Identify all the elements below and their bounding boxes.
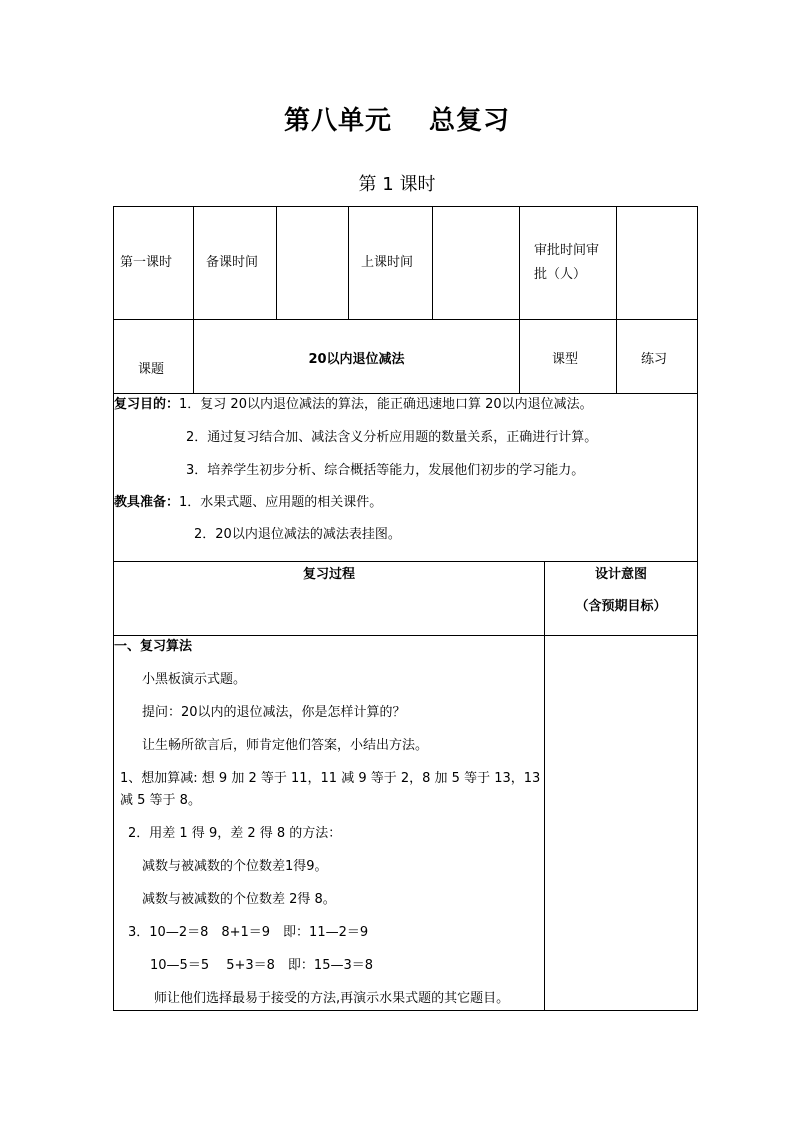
- topic-value-cell: 20以内退位减法: [194, 320, 520, 394]
- objective-item: 1．复习 20以内退位减法的算法，能正确迅速地口算 20以内退位减法。: [179, 397, 593, 412]
- process-line: 1、想加算减: 想 9 加 2 等于 11，11 减 9 等于 2，8 加 5 等于 13，13减 5 等于 8。: [120, 771, 541, 808]
- header-row: [114, 207, 698, 320]
- type-label-cell: 课型: [520, 320, 617, 394]
- objective-item: 3．培养学生初步分析、综合概括等能力，发展他们初步的学习能力。: [186, 463, 585, 478]
- type-value-cell: 练习: [617, 320, 698, 394]
- approval-value-cell: [617, 207, 698, 320]
- topic-label-cell: 课题: [114, 320, 194, 394]
- page-title: 第八单元 总复习: [283, 106, 511, 136]
- lesson-plan-table: [113, 206, 698, 1011]
- process-header-cell: 复习过程: [114, 562, 545, 636]
- prep-time-value-cell: [277, 207, 349, 320]
- process-line: 师让他们选择最易于接受的方法,再演示水果式题的其它题目。: [154, 991, 510, 1006]
- design-intent-cell: [545, 636, 698, 1011]
- materials-label: 教具准备：: [114, 495, 180, 510]
- objectives-label: 复习目的：: [114, 397, 180, 412]
- prep-time-label-cell: 备课时间: [194, 207, 277, 320]
- topic-row: [114, 320, 698, 394]
- material-item: 2．20以内退位减法的减法表挂图。: [194, 527, 401, 542]
- process-cell: [114, 636, 545, 1011]
- process-line: 10—5＝5 5+3＝8 即：15—3＝8: [150, 958, 374, 973]
- process-section-title: 一、复习算法: [114, 639, 193, 654]
- process-line: 小黑板演示式题。: [142, 672, 247, 687]
- process-line: 提问：20以内的退位减法，你是怎样计算的？: [142, 705, 406, 720]
- approval-label-cell: 审批时间审批（人）: [520, 207, 617, 320]
- objective-item: 2．通过复习结合加、减法含义分析应用题的数量关系，正确进行计算。: [186, 430, 598, 445]
- objectives-cell: [114, 394, 698, 562]
- process-header-row: [114, 562, 698, 636]
- class-time-value-cell: [433, 207, 520, 320]
- material-item: 1．水果式题、应用题的相关课件。: [179, 495, 383, 510]
- objectives-row: [114, 394, 698, 562]
- design-header-cell: 设计意图 （含预期目标）: [545, 562, 698, 636]
- process-row: [114, 636, 698, 1011]
- process-line: 减数与被减数的个位数差1得9。: [142, 859, 328, 874]
- class-time-label-cell: 上课时间: [349, 207, 433, 320]
- process-line: 减数与被减数的个位数差 2得 8。: [142, 892, 336, 907]
- lesson-title: 第 1 课时: [358, 174, 436, 195]
- process-line: 3．10—2＝8 8+1＝9 即：11—2＝9: [128, 925, 369, 940]
- lesson-number-cell: 第一课时: [114, 207, 194, 320]
- process-line: 让生畅所欲言后，师肯定他们答案，小结出方法。: [142, 738, 429, 753]
- process-line: 2．用差 1 得 9，差 2 得 8 的方法：: [128, 826, 342, 841]
